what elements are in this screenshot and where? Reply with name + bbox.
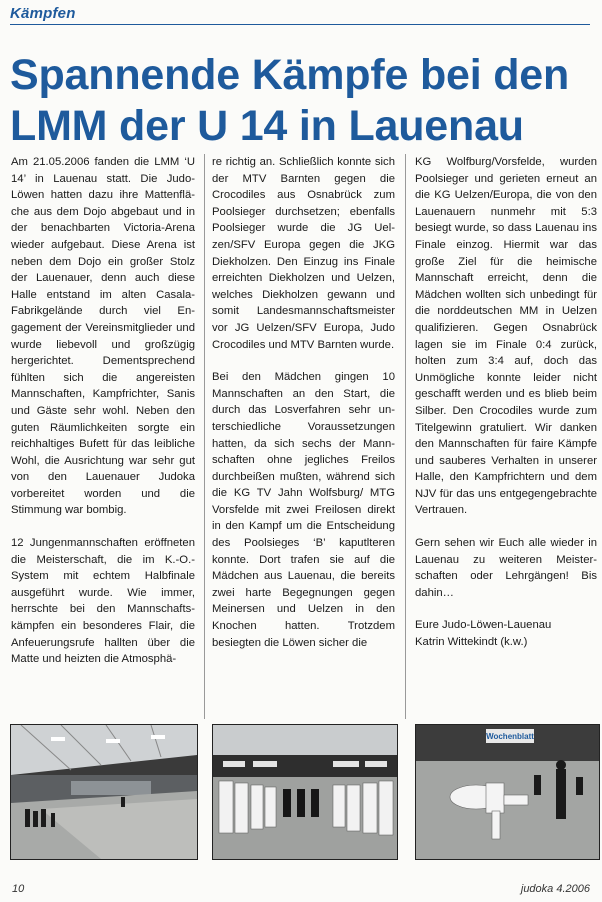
paragraph: KG Wolfburg/Vorsfelde, wurden Poolsieger und gerieten erneut an die KG Uelzen/Europa, die von den Lauenauern nunmehr mit 5:3 besiegt wurde, so dass Lauenau ins Finale einzog. Hiermit war das große Ziel für die heimische Mannschaft erreicht, denn die Mädchen wollten sich unbedingt für die norddeutschen MM in Uelzen qualifizieren. Gegen Osnabrück lagen sie im Finale 0:4 zurück, holten zum 3:4 auf, doch das Unmögliche konnte leider nicht geschafft werden und es blieb beim Silber. Den Crocodiles wurde zum Titelgewinn gratuliert. Wir danken den Mannschaften für faire Kämpfe und sauberes Verhalten in unserer Halle, den Kampfrichtern und dem NJV für das uns entgegengebrachte Vertrauen. bbox=[415, 156, 597, 517]
article-headline: Spannende Kämpfe bei den LMM der U 14 in Lauenau bbox=[10, 51, 570, 150]
photo-hall-overview bbox=[10, 724, 198, 860]
article-column-1 bbox=[11, 154, 195, 684]
fight-illustration bbox=[416, 725, 599, 859]
paragraph: Gern sehen wir Euch alle wieder in Lauenau zu weiteren Meisterschaften oder Lehrgängen! Bis dahin… bbox=[415, 537, 597, 599]
column-divider bbox=[405, 154, 406, 719]
paragraph: 12 Jungenmannschaften eröffneten die Meisterschaft, die im K.-O.-System mit echtem Halbfinale ausgeführt wurde. Wie immer, herrschte bei den Mannschaftskämpfen ein besonderes Flair, die Anfeuerungsrufe hallten über die Matte und heizten die Atmosphä- bbox=[11, 537, 195, 666]
paragraph: re richtig an. Schließlich konnte sich der MTV Barnten gegen die Crocodiles aus Osnabrück zum Poolsieger durchsetzen; ebenfalls Poolsieger wurde die JG Uelzen/SFV Europa gegen die JKG Diekholzen. Den Einzug ins Finale erreichten Diekholzen und Uelzen, welches Diekholzen gewann und somit Landesmannschaftsmeister vor JG Uelzen/SFV Europa, Judo Crocodiles und MTV Barnten wurde. bbox=[212, 156, 395, 351]
signature-author: Katrin Wittekindt (k.w.) bbox=[415, 636, 528, 649]
paragraph: Am 21.05.2006 fanden die LMM ‘U 14’ in Lauenau statt. Die Judo-Löwen hatten dazu ihre Mattenfläche aus dem Dojo abgebaut und in der benachbarten Victoria-Arena wieder aufgebaut. Diese Arena ist neben dem Dojo ein großer Stolz der Lauenauer, denn auch diese Halle entstand im alten Casala-Fabrikgelände durch viel Engagement der Vereinsmitglieder und wurde liebevoll und großzügig hergerichtet. Dementsprechend fühlten sich die angereisten Mannschaften, Kampfrichter, Sanis und Gäste sehr wohl. Neben den guten Räumlichkeiten sorgte ein reichhaltiges Bufett für das leibliche Wohl, die Ausrichtung war sehr gut von den Lauenauer Judoka vorbereitet worden und die Stimmung war bombig. bbox=[11, 156, 195, 517]
paragraph: Bei den Mädchen gingen 10 Mannschaften an den Start, die durch das Losverfahren sehr unterschiedliche Voraussetzungen hatten, da sich sechs der Mannschaften ohne jegliches Freilos durchbeißen mußten, während sich die KG TV Jahn Wolfsburg/ MTG Vorsfelde mit zwei Freilosen direkt in den Kampf um die Entscheidung des Poolsieges ‘B’ kaputlteren konnte. Dort trafen sie auf die Mädchen aus Lauenau, die bereits zwei harte Begegnungen gegen Meinersen und Uelzen in den Knochen hatten. Trotzdem besiegten die Löwen sicher die bbox=[212, 371, 395, 649]
photo-teams-lineup bbox=[212, 724, 398, 860]
hall-illustration bbox=[11, 725, 197, 859]
article-column-2 bbox=[212, 154, 395, 667]
header-rule bbox=[10, 24, 590, 25]
lineup-illustration bbox=[213, 725, 397, 859]
page-number: 10 bbox=[12, 883, 25, 895]
column-divider bbox=[204, 154, 205, 719]
signature-club: Eure Judo-Löwen-Lauenau bbox=[415, 619, 552, 632]
article-column-3 bbox=[415, 154, 597, 651]
signature bbox=[415, 617, 597, 650]
photo-fight-action bbox=[415, 724, 600, 860]
magazine-issue: judoka 4.2006 bbox=[520, 883, 590, 895]
section-title: Kämpfen bbox=[10, 5, 76, 22]
banner-text: Wochenblatt bbox=[486, 732, 534, 741]
